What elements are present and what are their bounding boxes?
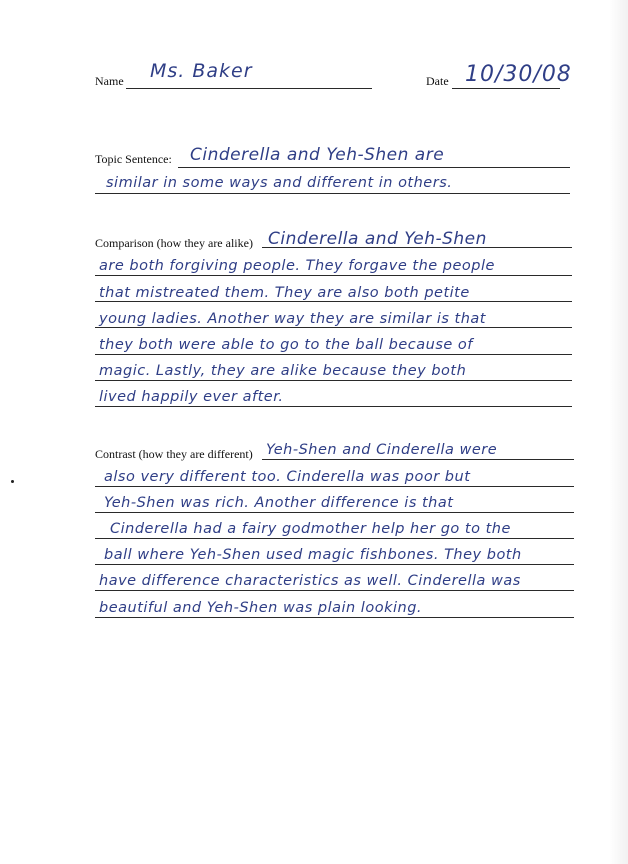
name-value: Ms. Baker [150,60,253,82]
contrast-line-2: also very different too. Cinderella was poor but [104,469,471,485]
contrast-line-1: Yeh-Shen and Cinderella were [266,442,498,458]
contrast-line-4: Cinderella had a fairy godmother help her go to the [110,521,511,537]
contrast-rule-3 [95,512,574,513]
comparison-line-1: Cinderella and Yeh-Shen [268,229,487,249]
topic-rule-2 [95,193,570,194]
topic-line-1: Cinderella and Yeh-Shen are [190,145,445,165]
contrast-rule-4 [95,538,574,539]
comparison-line-4: young ladies. Another way they are similar is that [99,311,486,327]
comparison-label: Comparison (how they are alike) [95,236,253,250]
contrast-rule-2 [95,486,574,487]
contrast-rule-5 [95,564,574,565]
comparison-line-5: they both were able to go to the ball because of [99,337,473,353]
contrast-rule-1 [262,459,574,460]
comparison-rule-6 [95,380,572,381]
margin-mark [11,480,14,483]
topic-line-2: similar in some ways and different in others. [106,175,453,191]
comparison-rule-1 [262,247,572,248]
comparison-rule-4 [95,327,572,328]
contrast-line-5: ball where Yeh-Shen used magic fishbones. They both [104,547,522,563]
date-rule [452,88,560,89]
comparison-rule-2 [95,275,572,276]
comparison-rule-3 [95,301,572,302]
contrast-line-6: have difference characteristics as well. Cinderella was [99,573,521,589]
comparison-line-6: magic. Lastly, they are alike because they both [99,363,467,379]
contrast-line-7: beautiful and Yeh-Shen was plain looking. [99,600,423,616]
date-label: Date [426,74,449,88]
name-rule [126,88,372,89]
comparison-line-2: are both forgiving people. They forgave the people [99,258,495,274]
comparison-rule-7 [95,406,572,407]
contrast-rule-7 [95,617,574,618]
name-label: Name [95,74,124,88]
contrast-label: Contrast (how they are different) [95,447,253,461]
date-value: 10/30/08 [465,62,572,87]
topic-rule-1 [178,167,570,168]
topic-label: Topic Sentence: [95,152,172,166]
contrast-rule-6 [95,590,574,591]
comparison-line-7: lived happily ever after. [99,389,284,405]
comparison-line-3: that mistreated them. They are also both petite [99,285,470,301]
comparison-rule-5 [95,354,572,355]
contrast-line-3: Yeh-Shen was rich. Another difference is that [104,495,454,511]
